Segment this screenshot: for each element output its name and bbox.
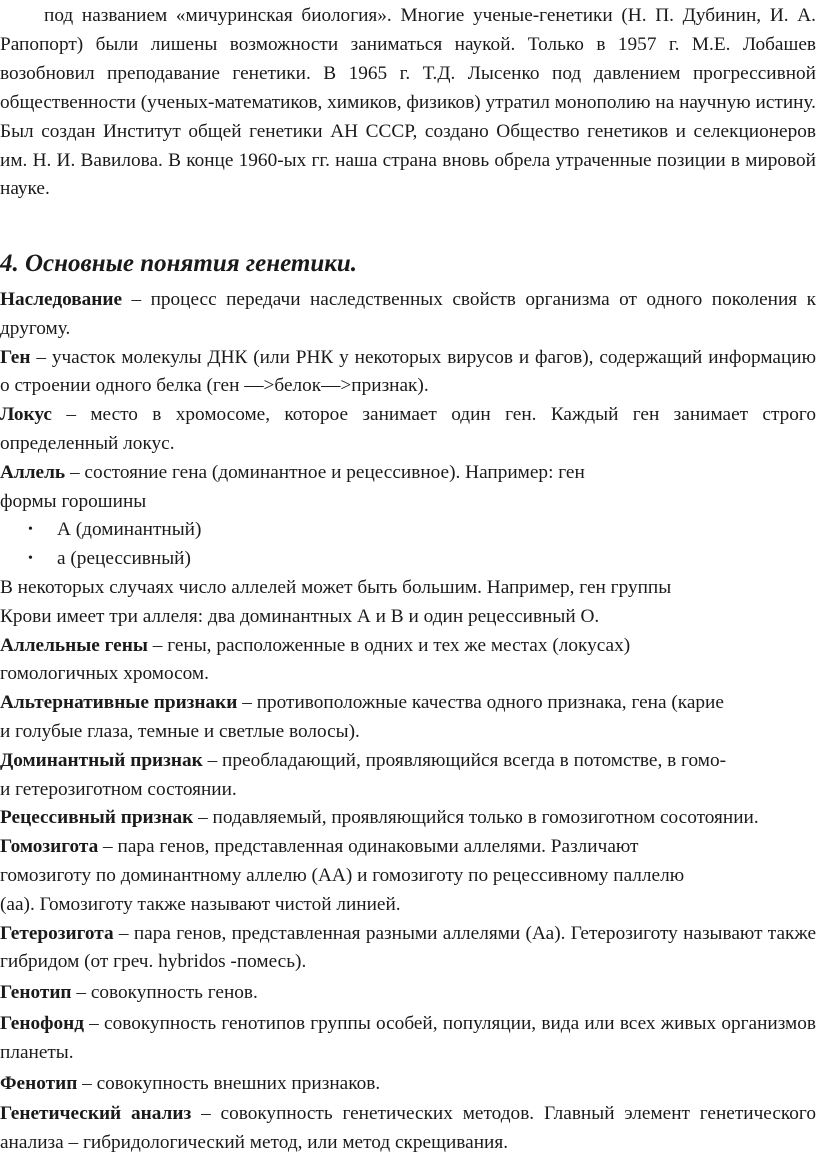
def-line: гомозиготу по доминантному аллелю (АА) и гомозиготу по рецессивному паллелю [0,864,685,886]
term: Локус [0,404,52,426]
definition-genetic-analysis [0,1100,816,1158]
list-item-text: а (рецессивный) [57,548,191,570]
term: Генетический анализ [0,1103,192,1125]
definition-alternative-traits [0,689,816,747]
term: Аллельные гены [0,634,148,656]
note-line: В некоторых случаях число аллелей может быть большим. Например, ген группы [0,576,672,598]
term: Альтернативные признаки [0,692,238,714]
term: Ген [0,346,31,368]
def-line: и гетерозиготном состоянии. [0,778,237,800]
term: Рецессивный признак [0,807,194,829]
term: Генотип [0,982,72,1004]
definition-text: – участок молекулы ДНК (или РНК у некоторых вирусов и фагов), содержащий информацию о строении одного белка (ген —>белок—>признак). [0,346,816,397]
definitions-list [0,286,816,1158]
definition-text: – состояние гена (доминантное и рецессивное). Например: ген [65,461,585,483]
definition-text: – совокупность внешних признаков. [77,1072,381,1094]
definition-gene-pool [0,1010,816,1068]
def-line: (аа). Гомозиготу также называют чистой линией. [0,893,401,915]
list-item-text: А (доминантный) [57,519,202,541]
definition-text: – пара генов, представленная разными аллелями (Аа). Гетерозиготу называют также гибридом (от греч. hybridos -помесь). [0,922,816,973]
definition-text: – совокупность генов. [71,982,258,1004]
def-line [0,747,816,776]
list-item [0,545,816,574]
definition-homozygote [0,833,816,919]
def-line [0,833,816,862]
term: Фенотип [0,1072,78,1094]
term: Наследование [0,289,123,310]
allele-note [0,574,816,632]
definition-dominant-trait [0,747,816,805]
definition-locus [0,401,816,459]
term: Аллель [0,461,66,483]
def-line [0,689,816,718]
definition-text: – место в хромосоме, которое занимает один ген. Каждый ген занимает строго определенный локус. [0,404,816,454]
definition-text: – гены, расположенные в одних и тех же местах (локусах) [147,634,631,656]
term: Гетерозигота [0,922,114,944]
definition-gene [0,344,816,402]
allele-bullet-list [0,516,816,574]
term: Гомозигота [0,836,99,858]
definition-inheritance [0,286,816,344]
bullet-icon: • [28,551,33,567]
allele-line [0,459,816,488]
definition-text: – подавляемый, проявляющийся только в гомозиготном сосотоянии. [193,807,759,829]
definition-recessive-trait [0,804,816,833]
section-heading: 4. Основные понятия генетики. [0,250,358,277]
allele-line-2: формы горошины [0,490,147,512]
definition-text: – совокупность генотипов группы особей, популяции, вида или всех живых организмов планеты. [0,1012,816,1063]
def-line [0,632,816,661]
definition-allelic-genes [0,632,816,690]
definition-text: – противоположные качества одного признака, гена (карие [237,692,724,714]
definition-allele [0,459,816,517]
definition-text: – преобладающий, проявляющийся всегда в потомстве, в гомо- [202,749,727,771]
bullet-icon: • [28,522,33,538]
term: Генофонд [0,1012,84,1034]
def-line: и голубые глаза, темные и светлые волосы). [0,720,360,742]
term: Доминантный признак [0,749,203,771]
definition-genotype [0,979,816,1008]
list-item [0,516,816,545]
note-line: Крови имеет три аллеля: два доминантных А и В и один рецессивный О. [0,605,600,627]
definition-text: – совокупность генетических методов. Главный элемент генетического анализа – гибридологический метод, или метод скрещивания. [0,1103,816,1154]
definition-text: – процесс передачи наследственных свойств организма от одного поколения к другому. [0,289,816,339]
def-line: гомологичных хромосом. [0,663,209,685]
definition-heterozygote [0,920,816,978]
definition-phenotype [0,1070,816,1099]
intro-text: под названием «мичуринская биология». Многие ученые-генетики (Н. П. Дубинин, И. А. Рапопорт) были лишены возможности заниматься наукой. Только в 1957 г. М.Е. Лобашев возобновил преподавание генетики. В 1965 г. Т.Д. Лысенко под давлением прогрессивной общественности (ученых-математиков, химиков, физиков) утратил монополию на научную истину. Был создан Институт общей генетики АН СССР, создано Общество генетиков и селекционеров им. Н. И. Вавилова. В конце 1960-ых гг. наша страна вновь обрела утраченные позиции в мировой науке. [0,5,816,200]
intro-paragraph [0,2,816,204]
definition-text: – пара генов, представленная одинаковыми аллелями. Различают [98,836,639,858]
